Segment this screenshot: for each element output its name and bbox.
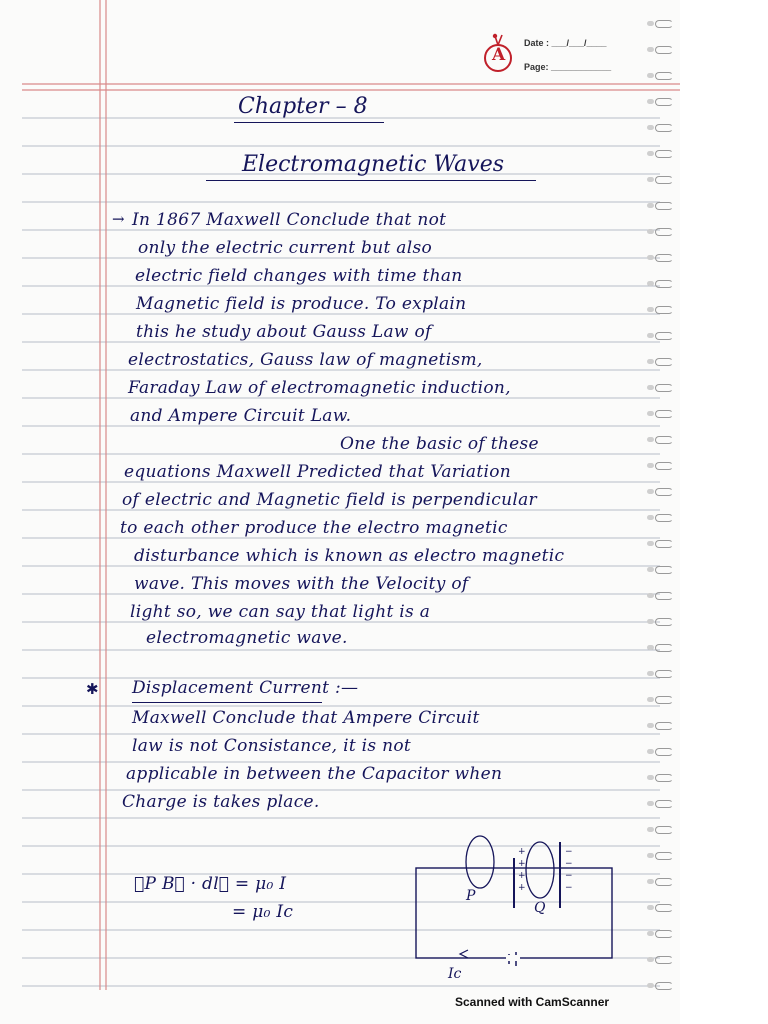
text-line: only the electric current but also [138, 238, 433, 258]
star-marker: ✱ [86, 680, 99, 698]
section-heading: Displacement Current :— [132, 678, 359, 698]
minus-sign: − [565, 847, 573, 857]
minus-sign: − [565, 871, 573, 881]
text-line: law is not Consistance, it is not [132, 736, 412, 756]
topic-title-underline [206, 180, 536, 181]
scanner-watermark: Scanned with CamScanner [455, 995, 610, 1009]
chapter-title: Chapter – 8 [238, 94, 368, 119]
minus-sign: − [565, 883, 573, 893]
text-line: Charge is takes place. [122, 792, 320, 812]
plus-sign: + [518, 859, 526, 869]
text-line: Maxwell Conclude that Ampere Circuit [132, 708, 480, 728]
minus-sign: − [565, 859, 573, 869]
text-line: In 1867 Maxwell Conclude that not [132, 210, 447, 230]
capacitor-circuit-diagram [410, 828, 620, 988]
text-line: this he study about Gauss Law of [136, 322, 432, 342]
text-line: Magnetic field is produce. To explain [136, 294, 467, 314]
page-edge [680, 0, 768, 1024]
section-heading-underline [132, 702, 322, 703]
plus-sign: + [518, 883, 526, 893]
plus-sign: + [518, 847, 526, 857]
page-number-field: Page: ____________ [524, 62, 612, 72]
label-current: Ic [448, 966, 462, 982]
text-line: equations Maxwell Predicted that Variation [124, 462, 512, 482]
notebook-brand-logo [483, 32, 515, 76]
chapter-title-underline [234, 122, 384, 123]
label-q: Q [534, 900, 546, 916]
text-line: wave. This moves with the Velocity of [134, 574, 469, 594]
equation-line-1: ∮P B⃗ · dl⃗ = μ₀ I [134, 874, 287, 894]
text-line: disturbance which is known as electro magnetic [134, 546, 565, 566]
equation-line-2: = μ₀ Ic [232, 902, 294, 922]
label-p: P [466, 888, 476, 904]
text-line: electrostatics, Gauss law of magnetism, [128, 350, 483, 370]
topic-title: Electromagnetic Waves [242, 152, 505, 177]
text-line: One the basic of these [340, 434, 539, 454]
text-line: to each other produce the electro magnetic [120, 518, 508, 538]
date-field: Date : ___/___/____ [524, 38, 607, 48]
text-line: and Ampere Circuit Law. [130, 406, 352, 426]
text-line: of electric and Magnetic field is perpendicular [122, 490, 537, 510]
plus-sign: + [518, 871, 526, 881]
text-line: applicable in between the Capacitor when [126, 764, 503, 784]
text-line: electric field changes with time than [135, 266, 463, 286]
text-line: light so, we can say that light is a [130, 602, 431, 622]
arrow-marker: → [112, 210, 125, 228]
text-line: electromagnetic wave. [146, 628, 348, 648]
brand-letter: A [492, 45, 506, 65]
text-line: Faraday Law of electromagnetic induction, [128, 378, 511, 398]
